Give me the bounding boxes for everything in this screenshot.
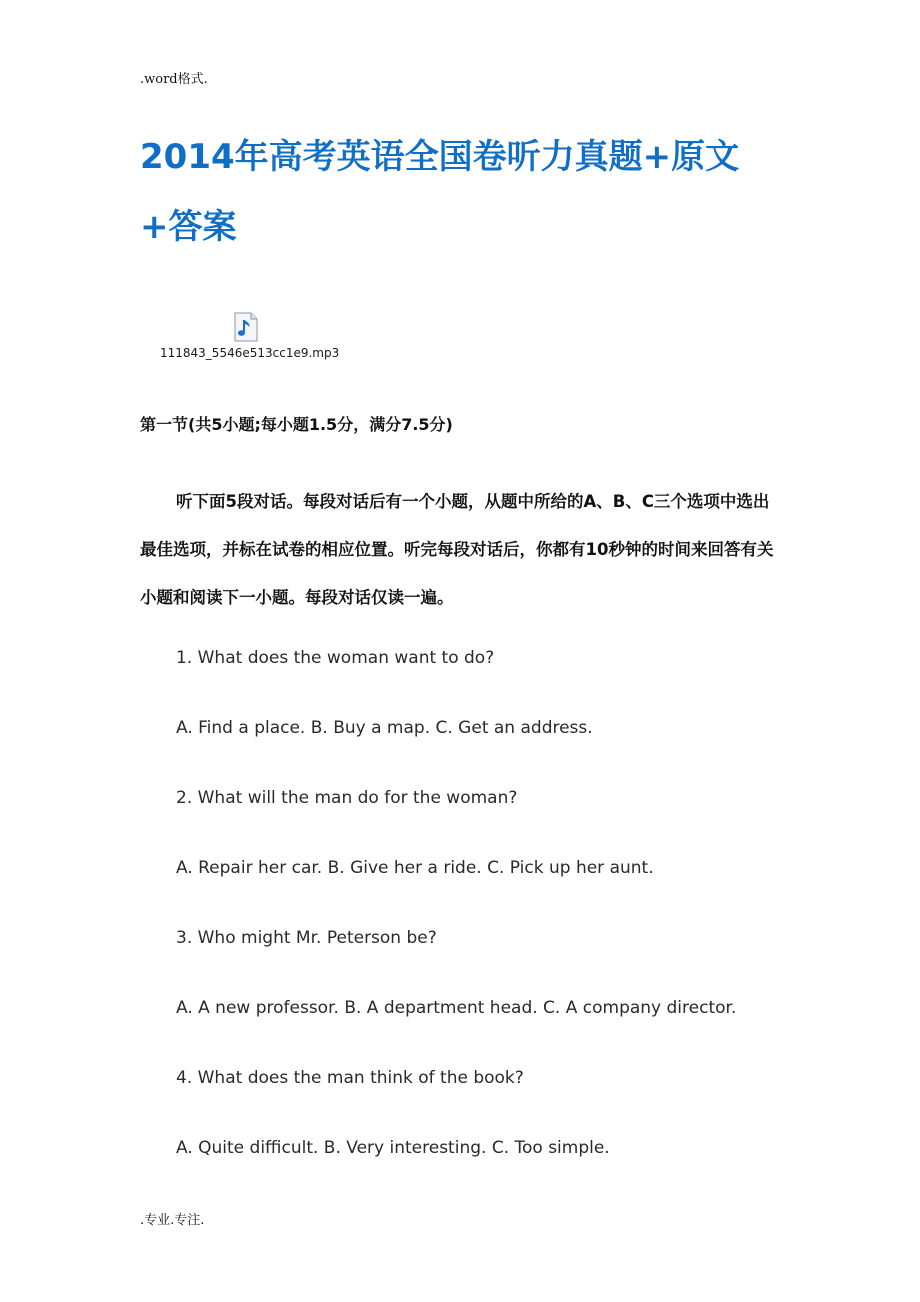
question-3-options: A. A new professor. B. A department head. C. A company director.: [176, 998, 737, 1018]
question-1-text: 1. What does the woman want to do?: [176, 648, 495, 668]
audio-file-icon[interactable]: [233, 312, 259, 342]
question-4-text: 4. What does the man think of the book?: [176, 1068, 524, 1088]
question-2-text: 2. What will the man do for the woman?: [176, 788, 518, 808]
question-1-options: A. Find a place. B. Buy a map. C. Get an address.: [176, 718, 593, 738]
question-2-options: A. Repair her car. B. Give her a ride. C. Pick up her aunt.: [176, 858, 654, 878]
document-title: 2014年高考英语全国卷听力真题+原文+答案: [140, 137, 740, 247]
attachment-file-name[interactable]: 111843_5546e513cc1e9.mp3: [160, 346, 340, 360]
header-note: .word格式.: [140, 72, 208, 87]
question-4-options: A. Quite difficult. B. Very interesting. C. Too simple.: [176, 1138, 610, 1158]
question-3-text: 3. Who might Mr. Peterson be?: [176, 928, 437, 948]
section-instructions: 听下面5段对话。每段对话后有一个小题，从题中所给的A、B、C三个选项中选出最佳选项，并标在试卷的相应位置。听完每段对话后，你都有10秒钟的时间来回答有关小题和阅读下一小题。每段对话仅读一遍。: [140, 492, 774, 607]
footer-note: .专业.专注.: [140, 1213, 205, 1228]
section-heading: 第一节(共5小题;每小题1.5分，满分7.5分): [140, 415, 453, 434]
